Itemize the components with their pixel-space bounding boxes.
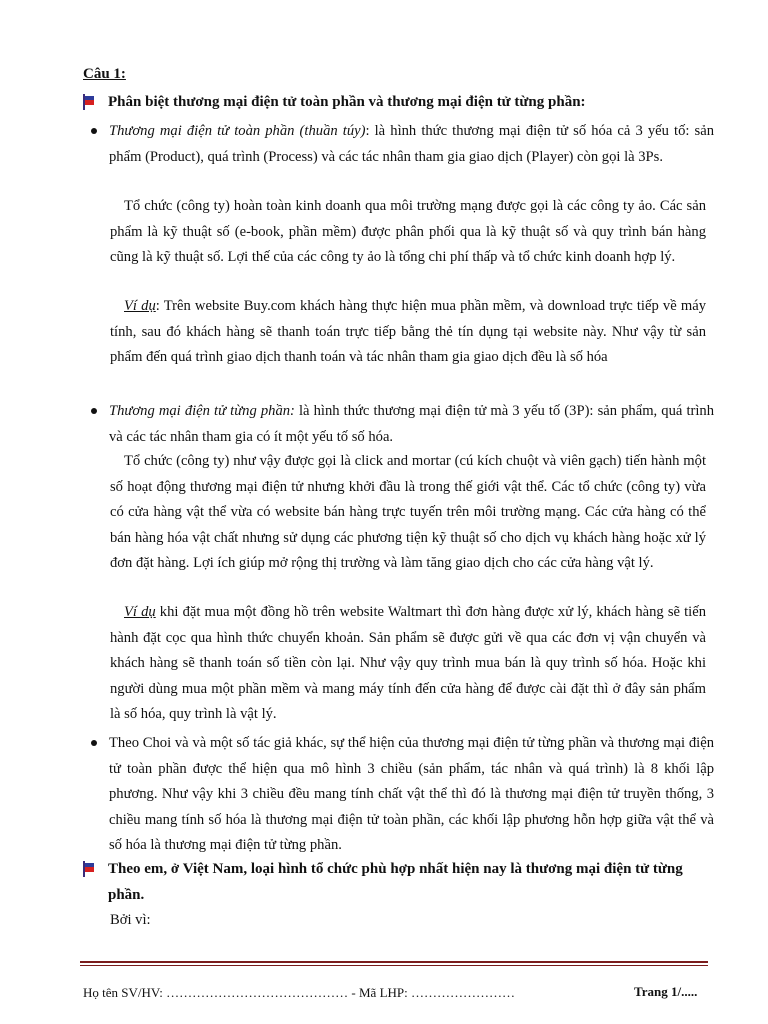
footer-student-info: Họ tên SV/HV: …………………………………… - Mã LHP: …………………… (83, 985, 516, 1000)
question-title: Câu 1: (83, 66, 126, 82)
example-paragraph-1 (110, 294, 706, 371)
flag-bullet-icon (83, 861, 96, 877)
paragraph-click-and-mortar: Tổ chức (công ty) như vậy được gọi là click and mortar (cú kích chuột và viên gạch) tiến hành một số hoạt động thương mại điện tử nhưng khởi đầu là trong thế giới vật thể. Các tổ chức (công ty) vừa có cửa hàng vật thể vừa có website bán hàng trực tuyến trên môi trường mạng. Các cửa hàng có thể bán hàng hóa vật chất nhưng sử dụng các phương tiện kỹ thuật số cho dịch vụ khách hàng hoặc xử lý đơn đặt hàng. Lợi ích giúp mở rộng thị trường và làm tăng giao dịch cho các cửa hàng vật lý. (110, 453, 706, 571)
bullet-text: Theo Choi và và một số tác giả khác, sự thể hiện của thương mại điện tử từng phần và thương mại điện tử toàn phần được thể hiện qua mô hình 3 chiều (sản phẩm, tác nhân và quá trình) là 8 khối lập phương. Như vậy khi 3 chiều đều mang tính chất vật thể thì đó là thương mại điện tử truyền thống, 3 chiều mang tính số hóa là thương mại điện tử toàn phần, các khối lập phương hỗn hợp giữa vật thể và số hóa là thương mại điện tử từng phần. (109, 735, 714, 853)
example-paragraph-2 (110, 600, 706, 728)
term-partial-ecommerce: Thương mại điện tử từng phần: (109, 403, 295, 419)
term-full-ecommerce: Thương mại điện tử toàn phần (thuần túy) (109, 123, 366, 139)
heading-text: Phân biệt thương mại điện tử toàn phần và thương mại điện tử từng phần: (108, 94, 586, 110)
bullet-text (109, 119, 714, 170)
bullet-item-full-ecommerce (91, 119, 714, 170)
footer-divider (80, 961, 708, 963)
footer-page-number: Trang 1/..... (634, 984, 698, 999)
bullet-dot-icon (91, 740, 97, 746)
flag-bullet-icon (83, 94, 96, 110)
heading-text: Theo em, ở Việt Nam, loại hình tổ chức phù hợp nhất hiện nay là thương mại điện tử từng phần. (108, 861, 683, 903)
example-label: Ví dụ (124, 298, 156, 314)
example-label: Ví dụ (124, 604, 156, 620)
bullet-text (109, 399, 714, 450)
section-heading-2 (83, 857, 713, 908)
footer-divider-thin (80, 965, 708, 966)
bullet-dot-icon (91, 128, 97, 134)
bullet-item-choi-model (91, 731, 714, 859)
example-text: : Trên website Buy.com khách hàng thực hiện mua phần mềm, và download trực tiếp về máy tính, sau đó khách hàng sẽ thanh toán trực tiếp bằng thẻ tín dụng tại website này. Như vậy từ sản phẩm đến quá trình giao dịch thanh toán và tác nhân tham gia giao dịch đều là số hóa (110, 298, 706, 365)
definition-text: : là hình thức thương mại điện tử số hóa cả 3 yếu tố: sản phẩm (Product), quá trình (Process) và các tác nhân tham gia giao dịch (Player) còn gọi là 3Ps. (109, 123, 715, 165)
because-line: Bởi vì: (110, 912, 151, 928)
paragraph-virtual-company: Tổ chức (công ty) hoàn toàn kinh doanh qua môi trường mạng được gọi là các công ty ảo. Các sản phẩm là kỹ thuật số (e-book, phần mềm) được phân phối qua là kỹ thuật số và quy trình bán hàng cũng là kỹ thuật số. Lợi thế của các công ty ảo là tổng chi phí thấp và tổ chức kinh doanh hợp lý. (110, 198, 706, 265)
bullet-dot-icon (91, 408, 97, 414)
section-heading-1 (83, 90, 713, 116)
bullet-item-partial-ecommerce (91, 399, 714, 450)
definition-text: là hình thức thương mại điện tử mà 3 yếu tố (3P): sản phẩm, quá trình và các tác nhân tham gia có ít một yếu tố số hóa. (109, 403, 715, 445)
example-text: khi đặt mua một đồng hồ trên website Waltmart thì đơn hàng được xử lý, khách hàng sẽ tiến hành đặt cọc qua hình thức chuyển khoản. Sản phẩm sẽ được gửi về qua các đơn vị vận chuyển và khách hàng sẽ thanh toán số tiền còn lại. Như vậy quy trình mua bán là quy trình số hóa. Hoặc khi người dùng mua một phần mềm và mang máy tính đến cửa hàng để được cài đặt thì ở đây sản phẩm là số hóa, quy trình là vật lý. (110, 604, 706, 722)
